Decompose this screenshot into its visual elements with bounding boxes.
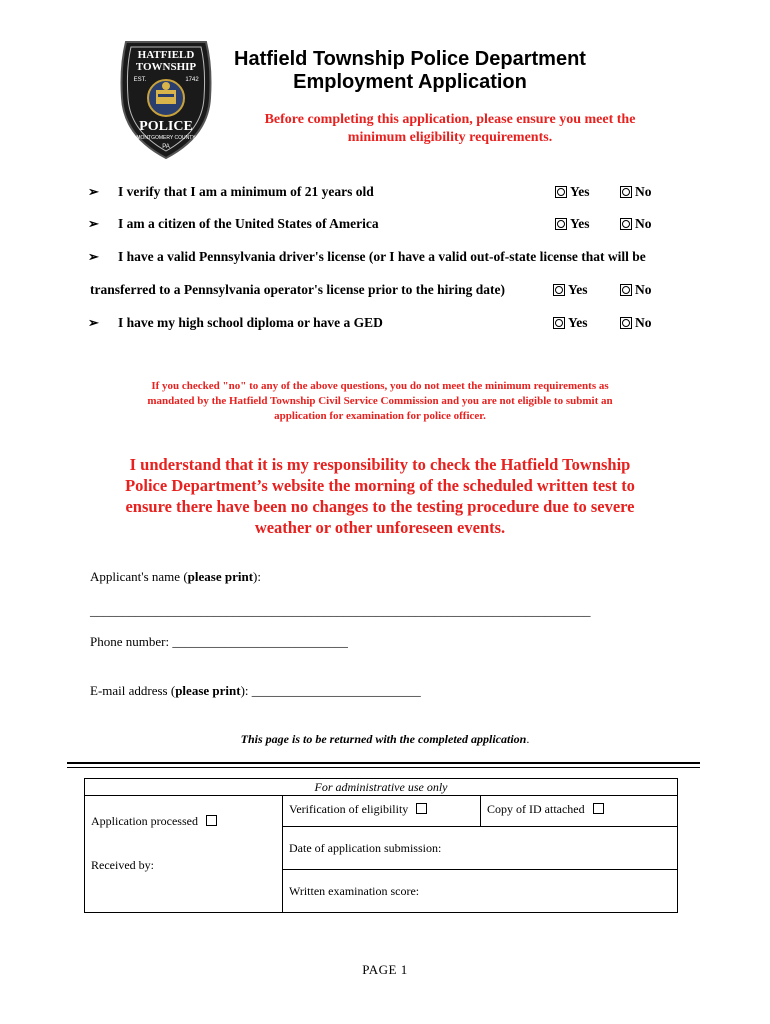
question-citizen: [0, 216, 770, 236]
arrow-bullet-icon: ➢: [88, 216, 99, 231]
badge-text-year: 1742: [185, 77, 199, 83]
yes-option[interactable]: Yes: [553, 282, 588, 298]
badge-text-state: PA: [162, 144, 170, 150]
no-option[interactable]: No: [620, 315, 652, 331]
radio-icon[interactable]: [620, 186, 632, 198]
radio-icon[interactable]: [555, 218, 567, 230]
received-by-label: Received by:: [91, 858, 154, 872]
question-diploma: [0, 315, 770, 335]
applicant-name-label: Applicant's name (please print):: [90, 569, 261, 584]
badge-text-police: POLICE: [139, 119, 193, 134]
question-text: I am a citizen of the United States of America: [118, 216, 379, 231]
question-text: I have my high school diploma or have a GED: [118, 315, 383, 330]
divider-thick: [67, 762, 700, 764]
applicant-name-line[interactable]: _____________________________________________________________________________: [90, 603, 591, 618]
badge-text-est: EST.: [133, 77, 147, 83]
no-option[interactable]: No: [620, 216, 652, 232]
yes-option[interactable]: Yes: [553, 315, 588, 331]
admin-left-cell: [85, 796, 283, 913]
radio-icon[interactable]: [620, 218, 632, 230]
responsibility-notice-line2: Police Department’s website the morning of the scheduled written test to: [125, 476, 635, 495]
return-note: This page is to be returned with the completed application.: [240, 732, 530, 746]
responsibility-notice-line1: I understand that it is my responsibility to check the Hatfield Township: [129, 455, 631, 474]
responsibility-notice-line3: ensure there have been no changes to the testing procedure due to severe: [125, 497, 635, 516]
question-license-line2: [0, 282, 770, 302]
eligibility-notice-line1: If you checked "no" to any of the above questions, you do not meet the minimum requirements as: [151, 380, 609, 392]
written-score-cell: Written examination score:: [283, 870, 678, 913]
radio-icon[interactable]: [555, 186, 567, 198]
question-age: [0, 184, 770, 204]
admin-header: For administrative use only: [85, 779, 678, 796]
page-number: PAGE 1: [362, 962, 408, 977]
badge-text-township: TOWNSHIP: [135, 61, 197, 73]
verification-cell: Verification of eligibility: [283, 796, 481, 827]
badge-text-county: MONTGOMERY COUNTY: [136, 135, 196, 141]
arrow-bullet-icon: ➢: [88, 315, 99, 330]
date-submission-cell: Date of application submission:: [283, 827, 678, 870]
verification-checkbox[interactable]: [416, 803, 427, 814]
phone-number-field[interactable]: Phone number: ___________________________: [90, 634, 348, 649]
question-text: I have a valid Pennsylvania driver's license (or I have a valid out-of-state license that will be: [118, 249, 646, 264]
copy-id-checkbox[interactable]: [593, 803, 604, 814]
page-title-line1: Hatfield Township Police Department: [234, 48, 586, 70]
responsibility-notice-line4: weather or other unforeseen events.: [254, 518, 506, 537]
question-license-line1: [0, 249, 770, 269]
radio-icon[interactable]: [620, 317, 632, 329]
yes-option[interactable]: Yes: [555, 184, 590, 200]
arrow-bullet-icon: ➢: [88, 249, 99, 264]
question-text: transferred to a Pennsylvania operator's license prior to the hiring date): [90, 282, 505, 297]
email-address-field[interactable]: E-mail address (please print): __________________________: [90, 683, 421, 698]
radio-icon[interactable]: [620, 284, 632, 296]
eligibility-notice-line2: mandated by the Hatfield Township Civil Service Commission and you are not eligible to submit an: [147, 395, 613, 407]
copy-id-cell: Copy of ID attached: [481, 796, 678, 827]
page-title-line2: Employment Application: [293, 71, 527, 93]
subtitle-line2: minimum eligibility requirements.: [347, 130, 553, 145]
divider-thin: [67, 767, 700, 768]
badge-text-hatfield: HATFIELD: [137, 49, 195, 61]
eligibility-notice-line3: application for examination for police officer.: [274, 410, 486, 422]
application-processed-checkbox[interactable]: [206, 815, 217, 826]
arrow-bullet-icon: ➢: [88, 184, 99, 199]
subtitle-line1: Before completing this application, please ensure you meet the: [264, 112, 636, 127]
radio-icon[interactable]: [553, 284, 565, 296]
application-processed: Application processed: [91, 814, 276, 858]
admin-use-table: [84, 778, 678, 913]
radio-icon[interactable]: [553, 317, 565, 329]
no-option[interactable]: No: [620, 184, 652, 200]
no-option[interactable]: No: [620, 282, 652, 298]
question-text: I verify that I am a minimum of 21 years old: [118, 184, 374, 199]
yes-option[interactable]: Yes: [555, 216, 590, 232]
